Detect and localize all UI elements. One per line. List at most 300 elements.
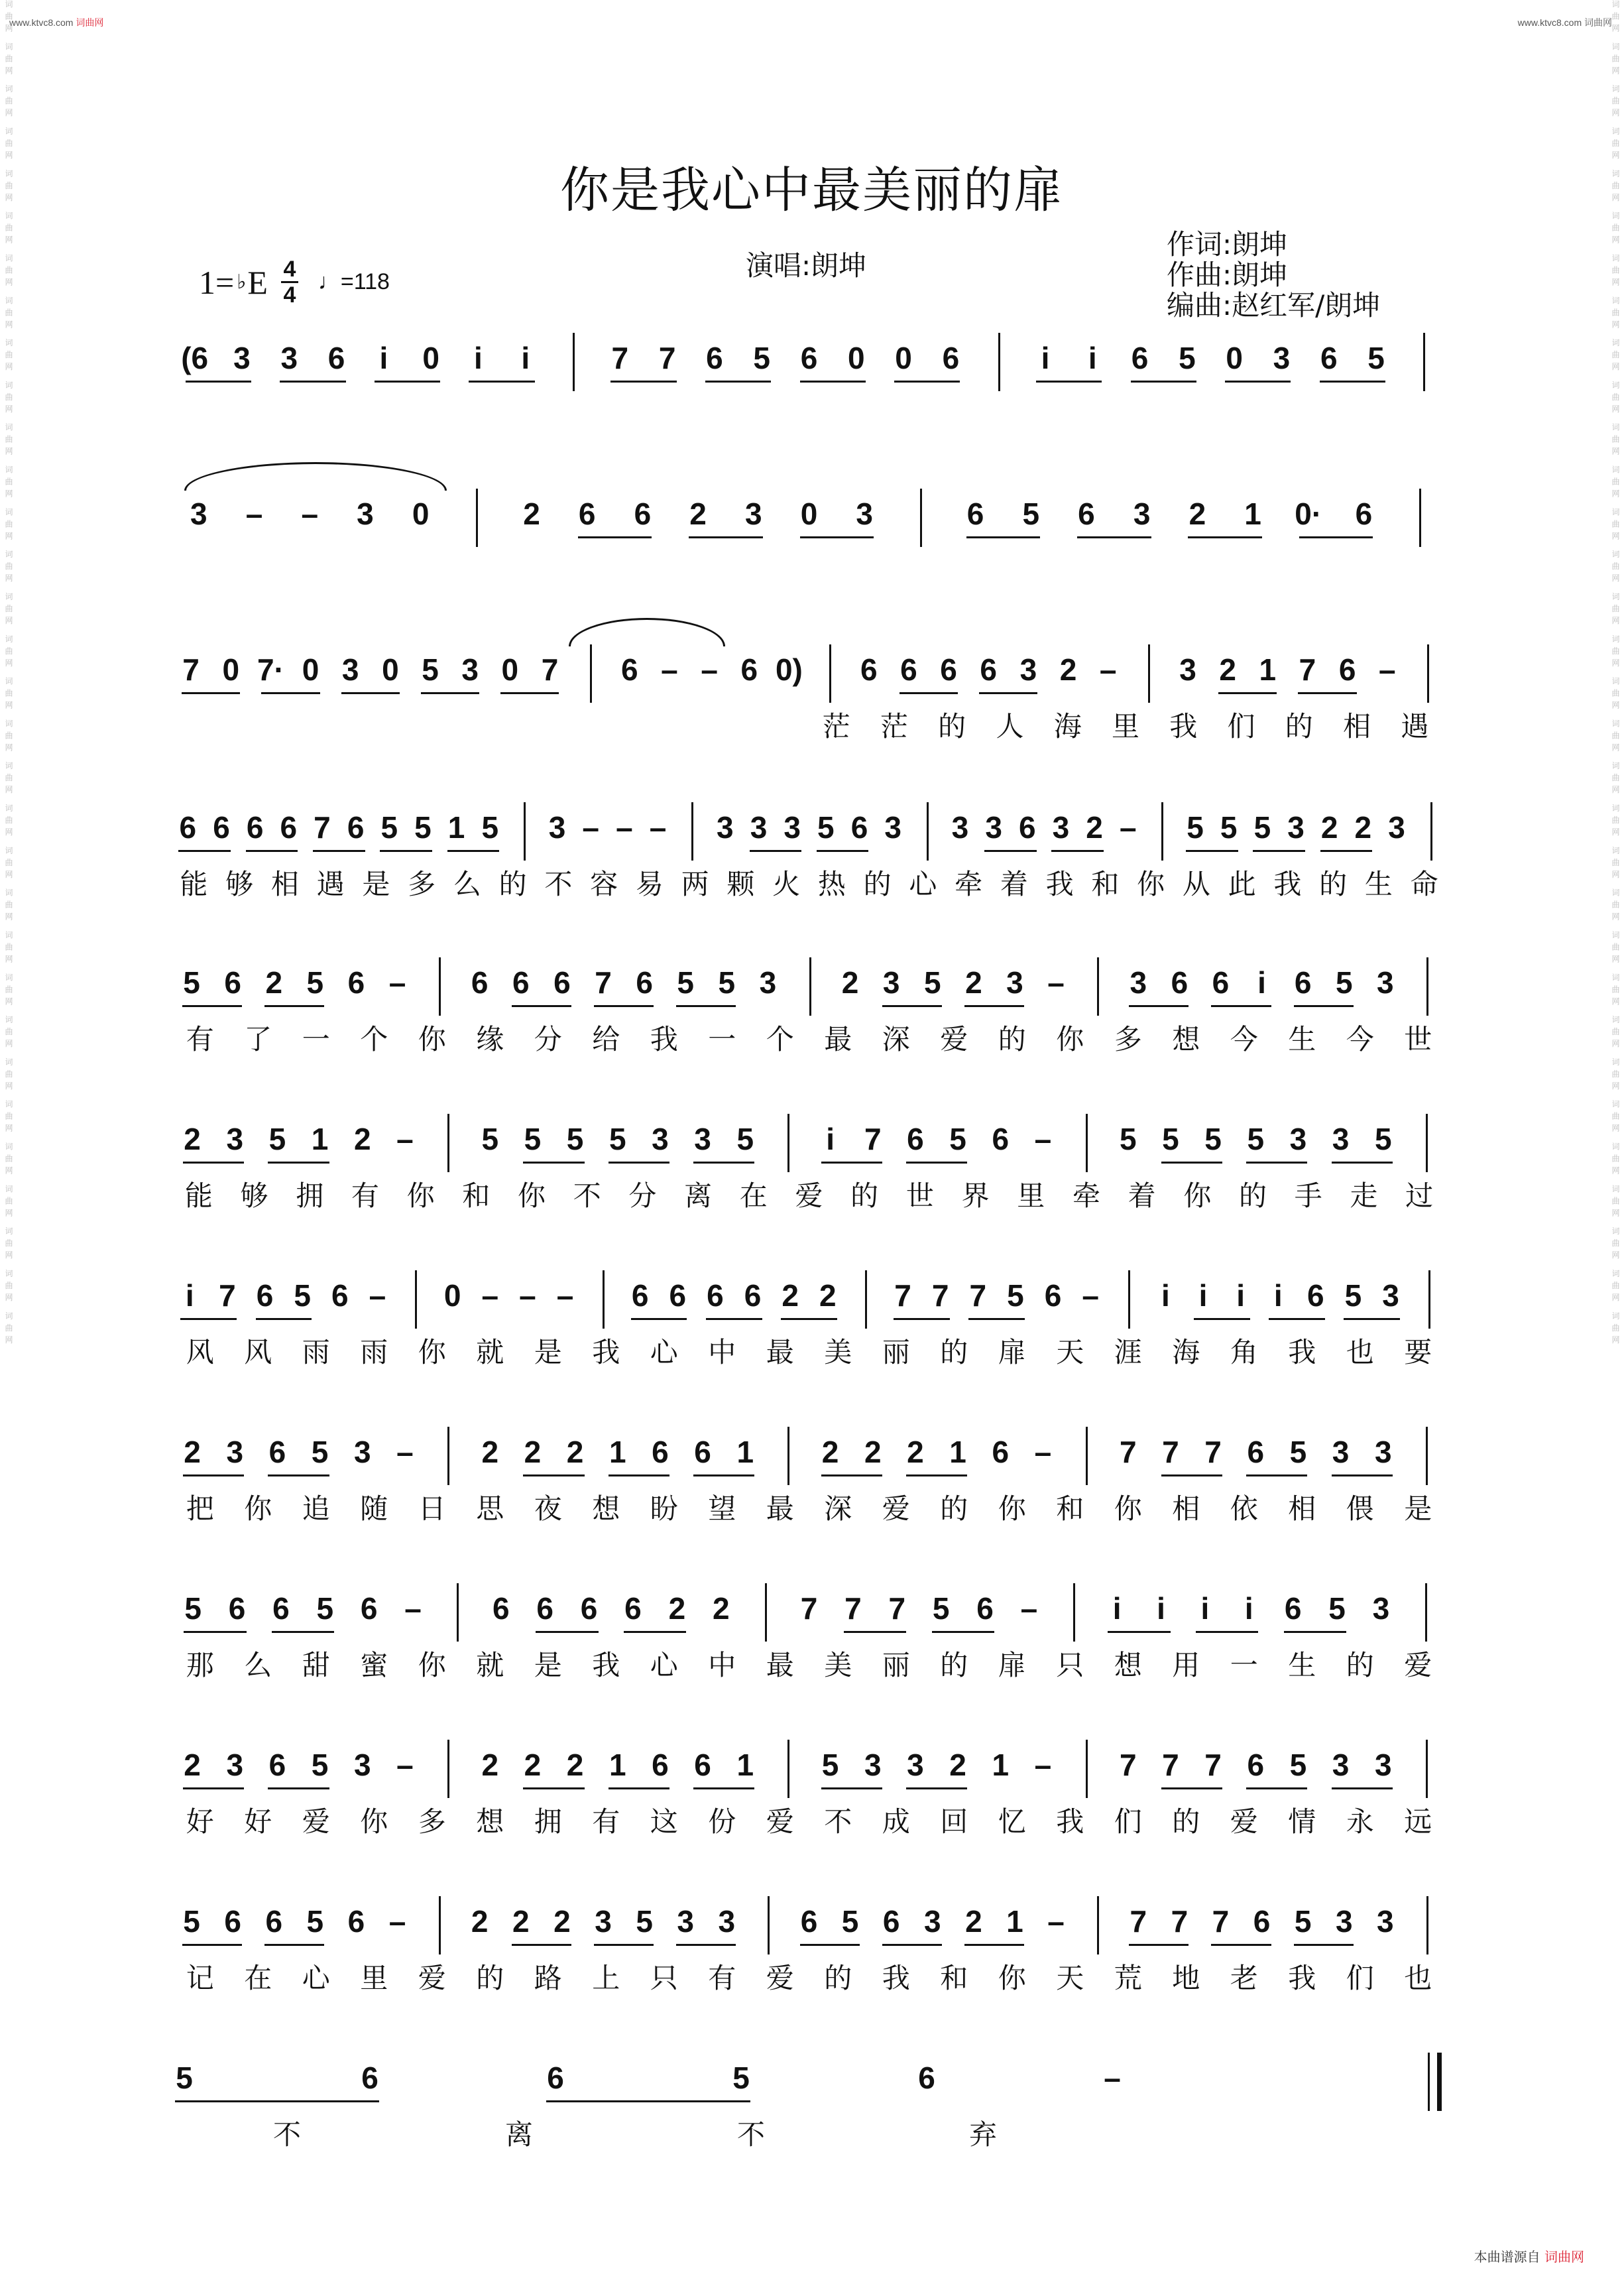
lyric-syllable: 的: [476, 1962, 504, 1994]
lyric-syllable: 不: [736, 2118, 766, 2151]
barline: [1128, 1270, 1130, 1329]
note: 0: [443, 1278, 461, 1313]
lyric-syllable: 爱: [302, 1805, 330, 1838]
note: 3: [1332, 1435, 1350, 1469]
note: 0: [222, 652, 240, 687]
beam-underline: [968, 1318, 1025, 1320]
footer-site: 词曲网: [1544, 2249, 1584, 2265]
note: 6: [265, 1904, 283, 1939]
beam-underline: [1298, 692, 1356, 694]
note: 3: [864, 1748, 882, 1782]
barline: [1426, 957, 1428, 1016]
beam-underline: [536, 1631, 598, 1633]
lyric-syllable: 天: [1056, 1336, 1084, 1368]
barline: [809, 957, 811, 1016]
lyric-syllable: 蜜: [360, 1649, 388, 1681]
note: –: [1119, 810, 1137, 845]
song-title: 你是我心中最美丽的扉: [560, 162, 1064, 219]
beam-underline: [610, 381, 676, 383]
beam-underline: [1299, 536, 1373, 538]
beam-underline: [906, 1162, 967, 1164]
lyric-syllable: 容: [590, 868, 618, 900]
notes-row: [171, 808, 1447, 861]
note: 0: [895, 341, 912, 375]
barline: [603, 1270, 605, 1329]
note: 3: [1335, 1904, 1353, 1939]
beam-underline: [1196, 1631, 1258, 1633]
note: 5: [1220, 810, 1238, 845]
lyric-syllable: 离: [684, 1179, 713, 1212]
note: 7: [931, 1278, 949, 1313]
lyric-syllable: 个: [766, 1023, 794, 1055]
barline: [476, 489, 478, 547]
lyric-syllable: 好: [244, 1805, 272, 1838]
beam-underline: [1246, 1474, 1307, 1476]
note: –: [369, 1278, 386, 1313]
note: 2: [1059, 652, 1077, 687]
note: 5: [1022, 497, 1040, 531]
note: –: [582, 810, 600, 845]
note: 6: [652, 1435, 669, 1469]
note: 7: [894, 1278, 911, 1313]
note: 3: [1372, 1591, 1390, 1626]
beam-underline: [1188, 536, 1262, 538]
lyric-syllable: 想: [476, 1805, 504, 1838]
note: 6: [1294, 965, 1312, 1000]
lyric-syllable: 最: [824, 1023, 852, 1055]
lyric-syllable: 要: [1404, 1336, 1432, 1368]
note: 6: [1078, 497, 1095, 531]
note: 2: [1189, 497, 1206, 531]
lyric-syllable: 里: [1111, 710, 1140, 743]
lyrics-row: [171, 1177, 1447, 1217]
note: 1: [736, 1435, 754, 1469]
lyric-syllable: 的: [1239, 1179, 1267, 1212]
note: 7: [219, 1278, 236, 1313]
beam-underline: [609, 1787, 669, 1789]
note: 6: [940, 652, 957, 687]
note: (6: [181, 341, 209, 375]
lyric-syllable: 情: [1288, 1805, 1316, 1838]
lyric-syllable: 角: [1230, 1336, 1258, 1368]
beam-underline: [175, 2100, 379, 2102]
note: 5: [176, 2061, 193, 2095]
lyric-syllable: 丽: [882, 1649, 910, 1681]
note: 7: [1212, 1904, 1230, 1939]
lyric-syllable: 你: [360, 1805, 388, 1838]
note: 5: [677, 965, 694, 1000]
lyric-syllable: 么: [453, 868, 481, 900]
note: 6: [636, 965, 653, 1000]
note: 6: [361, 2061, 378, 2095]
notes-row: [171, 1745, 1447, 1798]
beam-underline: [313, 850, 365, 852]
beam-underline: [706, 1318, 762, 1320]
beam-underline: [578, 536, 652, 538]
notes-row: [171, 1589, 1447, 1642]
beam-underline: [894, 381, 960, 383]
lyrics-row: [171, 1490, 1447, 1530]
beam-underline: [844, 1631, 906, 1633]
beam-underline: [469, 381, 534, 383]
beam-underline: [280, 381, 345, 383]
beam-underline: [609, 1474, 669, 1476]
lyric-syllable: 想: [1114, 1649, 1142, 1681]
lyric-syllable: 和: [1091, 868, 1120, 900]
note: 6: [740, 652, 758, 687]
note: 7: [1162, 1435, 1179, 1469]
note: 6: [347, 1904, 365, 1939]
barline: [787, 1114, 789, 1172]
note: –: [388, 1904, 406, 1939]
beam-underline: [984, 850, 1037, 852]
lyric-syllable: 那: [186, 1649, 214, 1681]
note: 3: [1289, 1122, 1307, 1156]
note: 2: [523, 497, 540, 531]
note: –: [481, 1278, 499, 1313]
note: 7: [1299, 652, 1316, 687]
lyric-syllable: 你: [1137, 868, 1165, 900]
note: 3: [923, 1904, 941, 1939]
lyric-syllable: 人: [996, 710, 1024, 743]
note: 5: [1335, 965, 1353, 1000]
lyric-syllable: 和: [940, 1962, 968, 1994]
lyric-syllable: 离: [504, 2118, 534, 2151]
barline: [447, 1740, 449, 1798]
note: 3: [1273, 341, 1291, 375]
note: 6: [992, 1435, 1010, 1469]
note: –: [519, 1278, 536, 1313]
lyric-syllable: 美: [824, 1336, 852, 1368]
note: i: [379, 341, 388, 375]
beam-underline: [184, 1631, 246, 1633]
note: 6: [1253, 1904, 1271, 1939]
barline: [573, 333, 575, 391]
note: 6: [224, 1904, 241, 1939]
lyric-syllable: 望: [708, 1492, 736, 1525]
lyric-syllable: 爱: [766, 1962, 794, 1994]
beam-underline: [899, 692, 958, 694]
lyric-syllable: 的: [998, 1023, 1026, 1055]
lyric-syllable: 的: [863, 868, 892, 900]
beam-underline: [800, 1944, 860, 1946]
note: 3: [341, 652, 359, 687]
lyric-syllable: 你: [998, 1962, 1026, 1994]
lyric-syllable: 我: [1169, 710, 1198, 743]
note: 6: [512, 965, 530, 1000]
note: 6: [1247, 1748, 1265, 1782]
note: 0: [302, 652, 319, 687]
note: 0: [501, 652, 519, 687]
beam-underline: [264, 1005, 324, 1007]
beam-underline: [1225, 381, 1291, 383]
lyric-syllable: 们: [1227, 710, 1255, 743]
note: 3: [1006, 965, 1023, 1000]
beam-underline: [182, 1005, 242, 1007]
beam-underline: [882, 1005, 942, 1007]
note: i: [1157, 1591, 1165, 1626]
lyric-syllable: 偎: [1346, 1492, 1374, 1525]
watermark-url: www.ktvc8.com: [1517, 17, 1582, 28]
lyric-syllable: 生: [1288, 1023, 1316, 1055]
note: 6: [707, 1278, 724, 1313]
barline: [1426, 1427, 1428, 1485]
lyric-syllable: 命: [1410, 868, 1438, 900]
lyric-syllable: 此: [1228, 868, 1256, 900]
note: 3: [677, 1904, 694, 1939]
lyric-syllable: 最: [766, 1336, 794, 1368]
note: 5: [636, 1904, 653, 1939]
lyric-syllable: 我: [650, 1023, 678, 1055]
barline: [1426, 1114, 1428, 1172]
lyric-syllable: 你: [406, 1179, 435, 1212]
note: –: [556, 1278, 574, 1313]
beam-underline: [1344, 1318, 1400, 1320]
lyrics-row: [171, 1960, 1447, 2000]
lyric-syllable: 远: [1404, 1805, 1432, 1838]
note: 2: [1354, 810, 1372, 845]
note: 6: [331, 1278, 349, 1313]
note: 2: [512, 1904, 530, 1939]
lyric-syllable: 够: [240, 1179, 268, 1212]
note: 6: [1018, 810, 1036, 845]
lyric-syllable: 中: [708, 1336, 736, 1368]
note: 5: [1162, 1122, 1179, 1156]
lyric-syllable: 荒: [1114, 1962, 1142, 1994]
note: 6: [327, 341, 345, 375]
note: 6: [694, 1748, 711, 1782]
note: 1: [609, 1748, 626, 1782]
lyric-syllable: 风: [186, 1336, 214, 1368]
lyric-syllable: 爱: [418, 1962, 446, 1994]
note: 3: [233, 341, 251, 375]
beam-underline: [180, 1318, 237, 1320]
note: 5: [1328, 1591, 1346, 1626]
barline: [927, 802, 929, 861]
note: 2: [864, 1435, 882, 1469]
beam-underline: [380, 850, 432, 852]
beam-underline: [817, 850, 869, 852]
note: 6: [536, 1591, 554, 1626]
note: 0: [847, 341, 865, 375]
barline: [590, 644, 592, 703]
lyric-syllable: 一: [708, 1023, 736, 1055]
lyric-syllable: 深: [824, 1492, 852, 1525]
flat-sign: ♭: [237, 271, 247, 293]
note: 3: [694, 1122, 711, 1156]
note: 5: [380, 810, 398, 845]
lyric-syllable: 爱: [795, 1179, 823, 1212]
lyric-syllable: 走: [1350, 1179, 1378, 1212]
lyric-syllable: 一: [302, 1023, 330, 1055]
lyric-syllable: 界: [961, 1179, 990, 1212]
lyric-syllable: 的: [938, 710, 966, 743]
lyric-syllable: 是: [534, 1336, 562, 1368]
barline: [865, 1270, 867, 1329]
note: 3: [750, 810, 768, 845]
note: 6: [1171, 965, 1189, 1000]
note: 6: [918, 2061, 935, 2095]
singer-credit: 演唱:朗坤: [746, 249, 867, 282]
note: 1: [311, 1122, 329, 1156]
note: 6: [800, 341, 818, 375]
note: 1: [1259, 652, 1277, 687]
note: 7: [611, 341, 629, 375]
note: 5: [294, 1278, 311, 1313]
lyric-syllable: 也: [1404, 1962, 1432, 1994]
note: 2: [524, 1435, 542, 1469]
lyric-syllable: 只: [650, 1962, 678, 1994]
note: 2: [1219, 652, 1236, 687]
lyric-syllable: 有: [351, 1179, 379, 1212]
beam-underline: [882, 1944, 942, 1946]
note: 0: [412, 497, 430, 531]
lyric-syllable: 里: [360, 1962, 388, 1994]
note: 7: [1204, 1748, 1222, 1782]
lyric-syllable: 你: [418, 1023, 446, 1055]
note: 3: [461, 652, 479, 687]
barline: [439, 1896, 441, 1954]
note: 3: [595, 1904, 612, 1939]
note: 2: [1086, 810, 1103, 845]
note: 6: [669, 1278, 687, 1313]
note: 6: [1212, 965, 1230, 1000]
lyric-syllable: 缘: [476, 1023, 504, 1055]
beam-underline: [268, 1162, 329, 1164]
note: 7: [888, 1591, 906, 1626]
lyric-syllable: 路: [534, 1962, 562, 1994]
beam-underline: [523, 1474, 584, 1476]
lyric-syllable: 记: [186, 1962, 214, 1994]
lyric-syllable: 甜: [302, 1649, 330, 1681]
lyric-syllable: 在: [244, 1962, 272, 1994]
lyric-syllable: 的: [940, 1492, 968, 1525]
lyric-syllable: 海: [1053, 710, 1082, 743]
barline: [998, 333, 1000, 391]
beam-underline: [1129, 1944, 1189, 1946]
side-watermark-left: 词曲网 词曲网 词曲网 词曲网 词曲网 词曲网 词曲网 词曲网 词曲网 词曲网 词曲网 词曲网 词曲网 词曲网 词曲网 词曲网 词曲网 词曲网 词曲网 词曲网 词曲网 词曲网 词曲网 词曲网 词曲网 词曲网 词曲网 词曲网 词曲网 词曲网 词曲网 词曲网: [4, 0, 13, 1348]
note: 3: [884, 810, 901, 845]
lyric-syllable: 能: [180, 868, 208, 900]
lyric-syllable: 心: [650, 1649, 678, 1681]
beam-underline: [183, 1162, 244, 1164]
note: 6: [256, 1278, 274, 1313]
beam-underline: [693, 1474, 754, 1476]
lyric-syllable: 你: [418, 1649, 446, 1681]
lyric-syllable: 雨: [360, 1336, 388, 1368]
beam-underline: [246, 850, 298, 852]
note: 5: [184, 1591, 202, 1626]
barline: [1430, 802, 1432, 861]
lyric-syllable: 是: [1404, 1492, 1432, 1525]
lyric-syllable: 依: [1230, 1492, 1258, 1525]
lyric-syllable: 最: [766, 1649, 794, 1681]
note: 6: [580, 1591, 598, 1626]
composer-credit: 作曲:朗坤: [1167, 259, 1288, 291]
barline: [768, 1896, 770, 1954]
barline: [1086, 1740, 1088, 1798]
note: 5: [481, 810, 499, 845]
barline: [447, 1114, 449, 1172]
beam-underline: [906, 1474, 967, 1476]
note: 6: [213, 810, 230, 845]
lyric-syllable: 个: [360, 1023, 388, 1055]
note: i: [185, 1278, 194, 1313]
lyric-syllable: 和: [462, 1179, 491, 1212]
note: –: [396, 1435, 414, 1469]
note: –: [301, 497, 319, 531]
beam-underline: [186, 381, 251, 383]
lyric-syllable: 生: [1364, 868, 1393, 900]
key-note: E: [247, 263, 268, 301]
note: 5: [1247, 1122, 1265, 1156]
lyric-syllable: 想: [1172, 1023, 1200, 1055]
note: 6: [179, 810, 197, 845]
note: 3: [1287, 810, 1305, 845]
notes-row: [171, 1901, 1447, 1954]
lyric-syllable: 是: [534, 1649, 562, 1681]
note: 5: [1289, 1748, 1307, 1782]
note: 2: [712, 1591, 730, 1626]
note: 5: [306, 1904, 324, 1939]
beam-underline: [268, 1787, 329, 1789]
lyrics-row: [171, 708, 1447, 748]
note: 6: [246, 810, 264, 845]
beam-underline: [178, 850, 231, 852]
lyric-syllable: 丽: [882, 1336, 910, 1368]
lyric-syllable: 遇: [316, 868, 345, 900]
note: –: [1099, 652, 1117, 687]
lyric-syllable: 风: [244, 1336, 272, 1368]
watermark-site: 词曲网: [1584, 17, 1612, 28]
barline: [1427, 644, 1429, 703]
note: 7: [969, 1278, 987, 1313]
barline: [1073, 1583, 1075, 1642]
tempo-mark: ♩=118: [318, 269, 390, 294]
note: 5: [481, 1122, 499, 1156]
lyric-syllable: 里: [1017, 1179, 1045, 1212]
note: 6: [347, 965, 365, 1000]
time-top: 4: [283, 257, 296, 282]
beam-underline: [375, 381, 440, 383]
watermark-url: www.ktvc8.com: [9, 17, 74, 28]
beam-underline: [964, 1944, 1024, 1946]
notes-row: [171, 1276, 1447, 1329]
note: 3: [718, 1904, 736, 1939]
note: 5: [422, 652, 439, 687]
lyric-syllable: 茫: [822, 710, 850, 743]
note: i: [1112, 1591, 1122, 1626]
note: –: [1047, 1904, 1065, 1939]
barline: [457, 1583, 459, 1642]
note: 7: [1162, 1748, 1179, 1782]
note: 3: [951, 810, 969, 845]
beam-underline: [705, 381, 771, 383]
arranger-credit: 编曲:赵红军/朗坤: [1167, 289, 1381, 322]
beam-underline: [1294, 1005, 1354, 1007]
lyric-syllable: 美: [824, 1649, 852, 1681]
footer-source: [1474, 2246, 1584, 2265]
note: 6: [1355, 497, 1373, 531]
note: 2: [1320, 810, 1338, 845]
note: –: [404, 1591, 422, 1626]
note: 6: [976, 1591, 994, 1626]
lyric-syllable: 不: [824, 1805, 852, 1838]
lyric-syllable: 相: [1288, 1492, 1316, 1525]
barline: [439, 957, 441, 1016]
note: 6: [280, 810, 298, 845]
lyric-syllable: 生: [1288, 1649, 1316, 1681]
